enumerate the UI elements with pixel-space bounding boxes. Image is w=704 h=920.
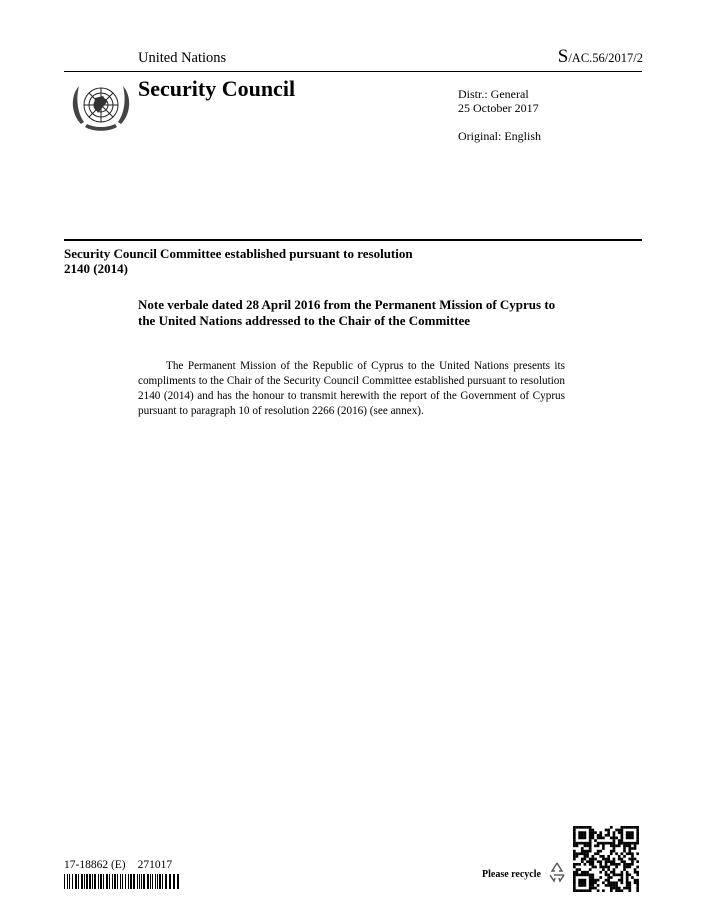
distribution-block (458, 87, 539, 115)
symbol-prefix: S (557, 46, 569, 67)
section-rule (64, 239, 642, 241)
council-title: Security Council (138, 76, 296, 101)
symbol-rest: /AC.56/2017/2 (568, 51, 643, 65)
document-symbol (558, 46, 643, 68)
job-number: 17-18862 (E) (64, 859, 126, 871)
original-language: Original: English (458, 129, 541, 143)
document-date: 25 October 2017 (458, 101, 539, 115)
org-name: United Nations (138, 50, 227, 66)
note-title: Note verbale dated 28 April 2016 from the Permanent Mission of Cyprus to the United Nations addressed to the Chair of the Committee (138, 297, 556, 328)
job-date: 271017 (137, 859, 173, 871)
job-number-line (64, 859, 172, 871)
header-rule (64, 71, 642, 72)
committee-title: Security Council Committee established pursuant to resolution 2140 (2014) (64, 246, 413, 276)
body-paragraph: The Permanent Mission of the Republic of Cyprus to the United Nations presents its compliments to the Chair of the Security Council Committee established pursuant to resolution 2140 (2014) and has the honour to transmit herewith the report of the Government of Cyprus pursuant to paragraph 10 of resolution 2266 (2016) (see annex). (138, 360, 565, 417)
distribution: Distr.: General (458, 87, 529, 101)
qr-code-icon (573, 826, 639, 892)
barcode-icon (64, 874, 182, 889)
recycle-label: Please recycle (482, 869, 541, 880)
un-emblem-icon (67, 78, 135, 136)
recycle-icon (545, 860, 569, 884)
